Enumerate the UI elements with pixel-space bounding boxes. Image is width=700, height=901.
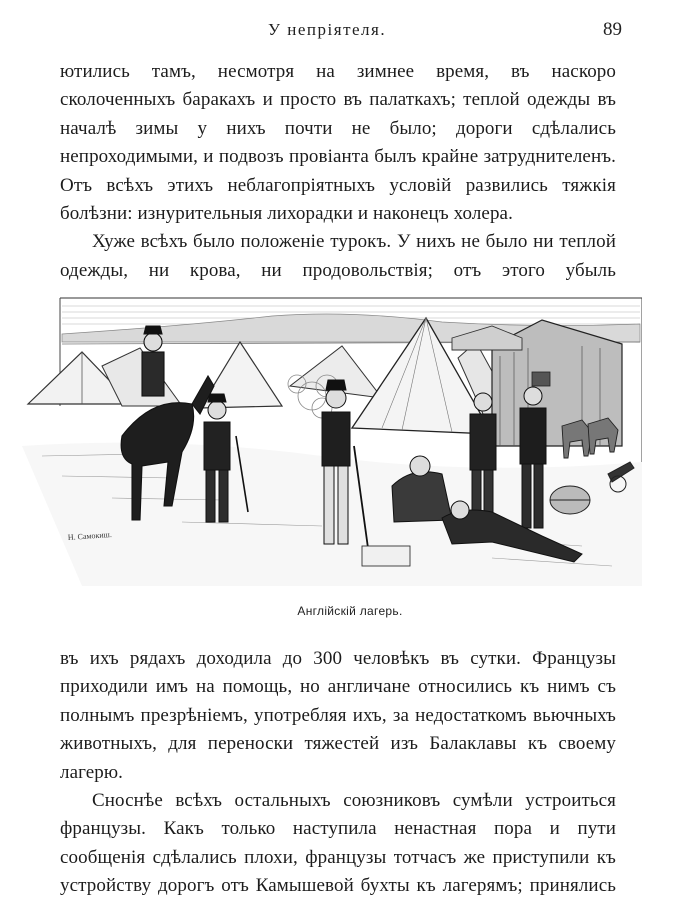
- figure-caption: Англійскій лагерь.: [297, 604, 403, 618]
- svg-text:Н. Самокиш.: Н. Самокиш.: [67, 529, 113, 542]
- paragraph: ютились тамъ, несмотря на зимнее время, въ наскоро сколоченныхъ баракахъ и просто въ палаткахъ; теплой одежды въ началѣ зимы у нихъ почти не было; дороги сдѣлались непроходимыми, и подвозъ провіанта былъ крайне затруднителенъ. Отъ всѣхъ этихъ неблагопріятныхъ условій развились тяжкія болѣзни: изнурительныя лихорадки и наконецъ холера.: [60, 61, 616, 225]
- bottom-text-block: [60, 645, 616, 901]
- paragraph: Сноснѣе всѣхъ остальныхъ союзниковъ сумѣли устроиться французы. Какъ только наступила ненастная пора и пути сообщенія сдѣлались плохи, французы тотчасъ же приступили къ устройству дорогъ отъ Камышевой бухты къ лагерямъ; принялись: [60, 790, 616, 897]
- top-text-block: [60, 58, 616, 285]
- paragraph: въ ихъ рядахъ доходила до 300 человѣкъ въ сутки. Французы приходили имъ на помощь, но англичане относились къ нимъ съ полнымъ презрѣніемъ, употребляя ихъ, за недостаткомъ вьючныхъ животныхъ, для переноски тяжестей изъ Балаклавы къ своему лагерю.: [60, 648, 616, 783]
- running-head: У непріятеля.: [268, 20, 387, 39]
- page-number: 89: [603, 19, 622, 40]
- illustration-english-camp: [22, 286, 642, 598]
- paragraph: Хуже всѣхъ было положеніе турокъ. У нихъ не было ни теплой одежды, ни крова, ни продовольствія; отъ этого убыль: [60, 231, 616, 281]
